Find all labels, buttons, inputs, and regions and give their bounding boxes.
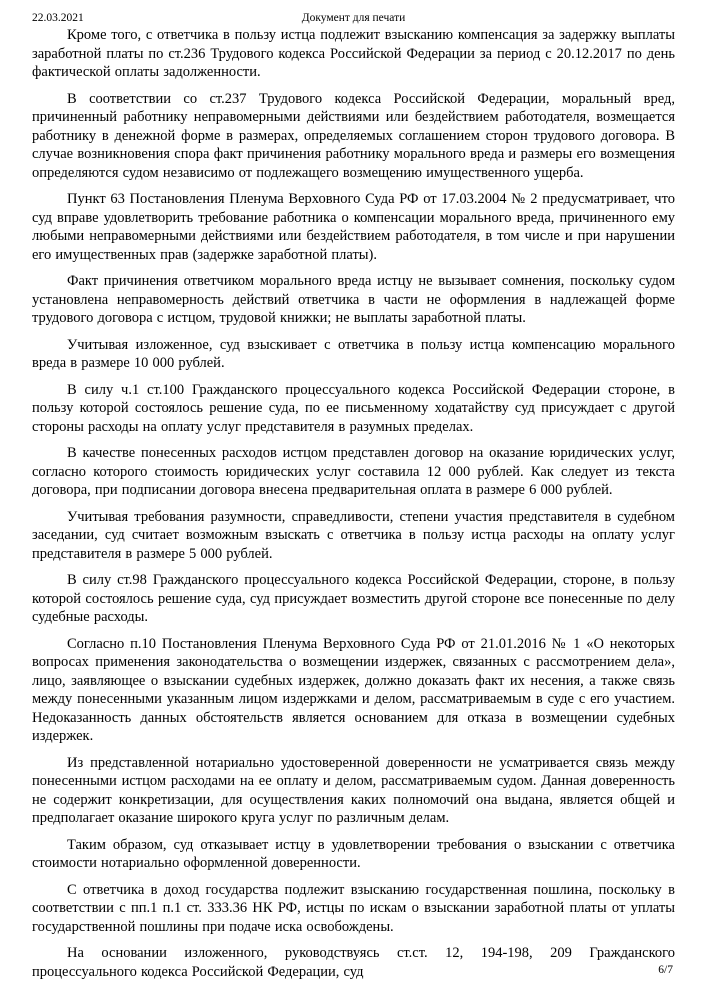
header-date: 22.03.2021 <box>32 12 84 24</box>
paragraph: С ответчика в доход государства подлежит взысканию государственная пошлина, поскольку в соответствии с пп.1 п.1 ст. 333.36 НК РФ, истцы по искам о взыскании заработной платы от уплаты государственной пошлины при подаче иска освобождены. <box>32 881 675 935</box>
paragraph: Факт причинения ответчиком морального вреда истцу не вызывает сомнения, поскольку судом установлена неправомерность действий ответчика в части не оформления в надлежащей форме трудового договора с истцом, трудовой книжки; не выплаты заработной платы. <box>32 273 675 326</box>
paragraph: Пункт 63 Постановления Пленума Верховного Суда РФ от 17.03.2004 № 2 предусматривает, что суд вправе удовлетворить требование работника о компенсации морального вреда, причиненного ему любыми неправомерными действиями или бездействием работодателя, в том числе и при нарушении его имущественных прав (задержке заработной платы). <box>32 191 675 263</box>
paragraph: В силу ст.98 Гражданского процессуального кодекса Российской Федерации, стороне, в пользу которой состоялось решение суда, суд присуждает возместить другой стороне все понесенные по делу судебные расходы. <box>32 572 675 625</box>
paragraph: В качестве понесенных расходов истцом представлен договор на оказание юридических услуг, согласно которого стоимость юридических услуг составила 12 000 рублей. Как следует из текста договора, при подписании договора внесена предварительная оплата в размере 6 000 рублей. <box>32 445 675 498</box>
paragraph: Согласно п.10 Постановления Пленума Верховного Суда РФ от 21.01.2016 № 1 «О некоторых вопросах применения законодательства о возмещении издержек, связанных с рассмотрением дела», лицо, заявляющее о взыскании судебных издержек, должно доказать факт их несения, а также связь между понесенными указанным лицом издержками и делом, рассматриваемым в суде с его участием. Недоказанность данных обстоятельств является основанием для отказа в возмещении судебных издержек. <box>32 635 675 744</box>
print-header <box>0 0 707 24</box>
document-body <box>0 24 707 981</box>
paragraph: На основании изложенного, руководствуясь ст.ст. 12, 194-198, 209 Гражданского процессуального кодекса Российской Федерации, суд <box>32 945 675 980</box>
paragraph: Учитывая требования разумности, справедливости, степени участия представителя в судебном заседании, суд считает возможным взыскать с ответчика в пользу истца расходы на оплату услуг представителя в размере 5 000 рублей. <box>32 508 675 562</box>
paragraph: Кроме того, с ответчика в пользу истца подлежит взысканию компенсация за задержку выплаты заработной платы по ст.236 Трудового кодекса Российской Федерации за период с 20.12.2017 по день фактической оплаты задолженности. <box>32 27 675 80</box>
paragraph: В силу ч.1 ст.100 Гражданского процессуального кодекса Российской Федерации стороне, в пользу которой состоялось решение суда, по ее письменному ходатайству суд присуждает с другой стороны расходы на оплату услуг представителя в разумных пределах. <box>32 381 675 435</box>
header-title: Документ для печати <box>301 12 406 24</box>
paragraph: Таким образом, суд отказывает истцу в удовлетворении требования о взыскании с ответчика стоимости нотариально оформленной доверенности. <box>32 836 675 871</box>
page-number: 6/7 <box>658 964 673 976</box>
paragraph: Учитывая изложенное, суд взыскивает с ответчика в пользу истца компенсацию морального вреда в размере 10 000 рублей. <box>32 336 675 371</box>
paragraph: В соответствии со ст.237 Трудового кодекса Российской Федерации, моральный вред, причиненный работнику неправомерными действиями или бездействием работодателя, возмещается работнику в денежной форме в размерах, определяемых соглашением сторон трудового договора. В случае возникновения спора факт причинения работнику морального вреда и размеры его возмещения определяются судом независимо от подлежащего возмещению имущественного ущерба. <box>32 90 675 181</box>
paragraph: Из представленной нотариально удостоверенной доверенности не усматривается связь между понесенными истцом расходами на ее оплату и делом, рассматриваемым судом. Данная доверенность не содержит конкретизации, для осуществления каких полномочий она выдана, является общей и предполагает оказание широкого круга услуг по различным делам. <box>32 754 675 826</box>
